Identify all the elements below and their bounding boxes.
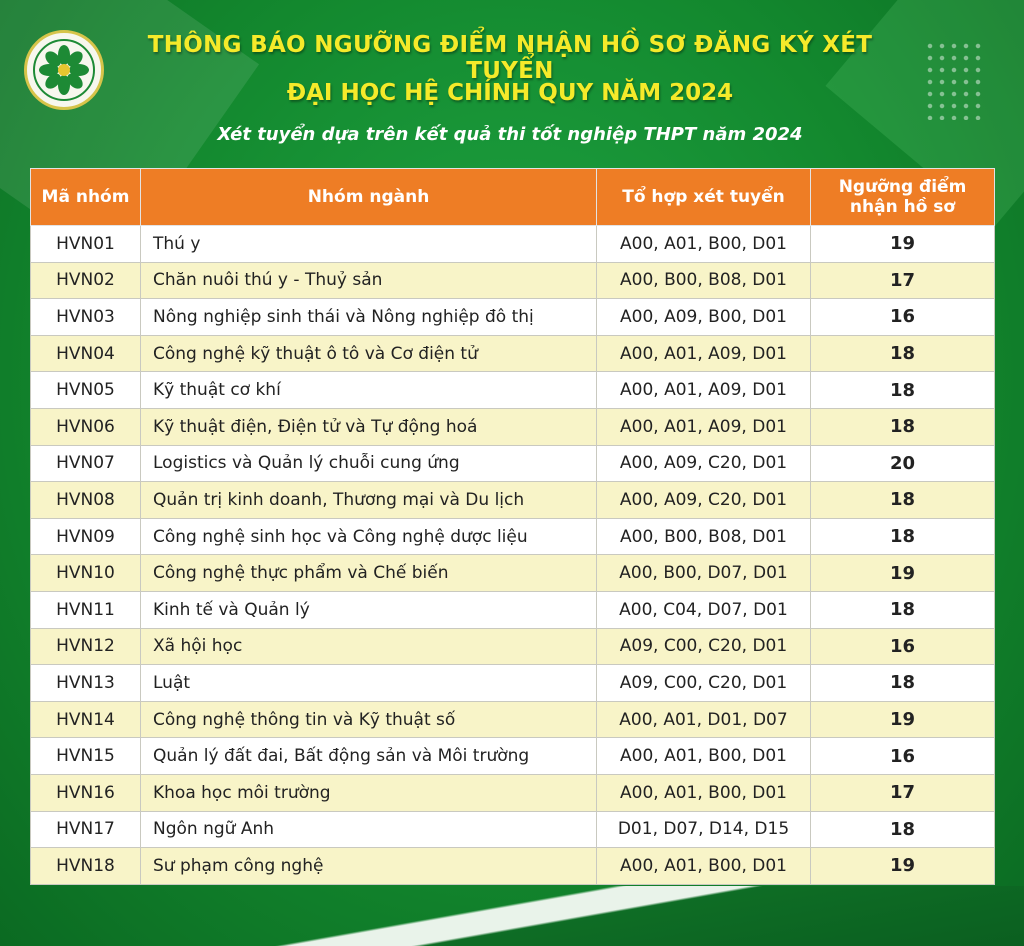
cell-subject-combination: A00, C04, D07, D01 xyxy=(597,591,811,628)
cell-code: HVN03 xyxy=(31,299,141,336)
table-row xyxy=(31,408,995,445)
table-row xyxy=(31,445,995,482)
cell-threshold-score: 19 xyxy=(811,848,995,885)
cell-subject-combination: A00, A01, B00, D01 xyxy=(597,738,811,775)
cell-subject-combination: A00, A09, B00, D01 xyxy=(597,299,811,336)
title-line-2: ĐẠI HỌC HỆ CHÍNH QUY NĂM 2024 xyxy=(286,80,734,106)
cell-code: HVN18 xyxy=(31,848,141,885)
cell-major-group: Công nghệ thông tin và Kỹ thuật số xyxy=(141,701,597,738)
table-header-row xyxy=(31,169,995,226)
column-header-threshold-score: Ngưỡng điểm nhận hồ sơ xyxy=(811,169,995,226)
cell-code: HVN12 xyxy=(31,628,141,665)
table-row xyxy=(31,774,995,811)
cell-threshold-score: 18 xyxy=(811,591,995,628)
cell-subject-combination: A09, C00, C20, D01 xyxy=(597,628,811,665)
cell-subject-combination: A09, C00, C20, D01 xyxy=(597,665,811,702)
cell-major-group: Nông nghiệp sinh thái và Nông nghiệp đô thị xyxy=(141,299,597,336)
table-row xyxy=(31,811,995,848)
university-logo xyxy=(24,30,104,110)
decor-bottom-swoosh xyxy=(0,886,1024,946)
cell-code: HVN05 xyxy=(31,372,141,409)
table-row xyxy=(31,665,995,702)
cell-major-group: Kinh tế và Quản lý xyxy=(141,591,597,628)
cell-threshold-score: 18 xyxy=(811,811,995,848)
cell-code: HVN15 xyxy=(31,738,141,775)
table-row xyxy=(31,628,995,665)
table-row xyxy=(31,226,995,263)
subtitle: Xét tuyển dựa trên kết quả thi tốt nghiệp THPT năm 2024 xyxy=(217,124,803,145)
cell-major-group: Công nghệ thực phẩm và Chế biến xyxy=(141,555,597,592)
table-row xyxy=(31,701,995,738)
cell-threshold-score: 18 xyxy=(811,335,995,372)
cell-subject-combination: A00, A01, A09, D01 xyxy=(597,372,811,409)
cell-subject-combination: D01, D07, D14, D15 xyxy=(597,811,811,848)
cell-code: HVN01 xyxy=(31,226,141,263)
table-row xyxy=(31,335,995,372)
cell-threshold-score: 19 xyxy=(811,701,995,738)
table-row xyxy=(31,738,995,775)
cell-code: HVN07 xyxy=(31,445,141,482)
cell-threshold-score: 18 xyxy=(811,408,995,445)
cell-major-group: Kỹ thuật cơ khí xyxy=(141,372,597,409)
cell-subject-combination: A00, A09, C20, D01 xyxy=(597,445,811,482)
cell-code: HVN16 xyxy=(31,774,141,811)
cell-threshold-score: 18 xyxy=(811,482,995,519)
column-header-major-group: Nhóm ngành xyxy=(141,169,597,226)
cell-threshold-score: 17 xyxy=(811,774,995,811)
cell-code: HVN11 xyxy=(31,591,141,628)
cell-subject-combination: A00, A01, B00, D01 xyxy=(597,774,811,811)
cell-threshold-score: 19 xyxy=(811,555,995,592)
column-header-subject-combination: Tổ hợp xét tuyển xyxy=(597,169,811,226)
cell-threshold-score: 19 xyxy=(811,226,995,263)
cell-threshold-score: 18 xyxy=(811,372,995,409)
decor-dots xyxy=(924,40,984,120)
flower-emblem-icon xyxy=(29,35,99,105)
cell-code: HVN10 xyxy=(31,555,141,592)
cell-code: HVN09 xyxy=(31,518,141,555)
cell-subject-combination: A00, A01, A09, D01 xyxy=(597,408,811,445)
table-row xyxy=(31,555,995,592)
table-row xyxy=(31,299,995,336)
table-row xyxy=(31,591,995,628)
cell-major-group: Công nghệ sinh học và Công nghệ dược liệu xyxy=(141,518,597,555)
cell-major-group: Công nghệ kỹ thuật ô tô và Cơ điện tử xyxy=(141,335,597,372)
cell-threshold-score: 18 xyxy=(811,518,995,555)
table-body xyxy=(31,226,995,885)
table-row xyxy=(31,518,995,555)
cell-subject-combination: A00, A01, B00, D01 xyxy=(597,848,811,885)
cell-threshold-score: 20 xyxy=(811,445,995,482)
cell-code: HVN04 xyxy=(31,335,141,372)
table-row xyxy=(31,262,995,299)
table-row xyxy=(31,372,995,409)
cell-code: HVN13 xyxy=(31,665,141,702)
title-line-1: THÔNG BÁO NGƯỠNG ĐIỂM NHẬN HỒ SƠ ĐĂNG KÝ XÉT TUYỂN xyxy=(147,32,873,84)
cell-major-group: Luật xyxy=(141,665,597,702)
cell-major-group: Quản lý đất đai, Bất động sản và Môi trường xyxy=(141,738,597,775)
cell-major-group: Kỹ thuật điện, Điện tử và Tự động hoá xyxy=(141,408,597,445)
cell-major-group: Logistics và Quản lý chuỗi cung ứng xyxy=(141,445,597,482)
cell-threshold-score: 17 xyxy=(811,262,995,299)
cell-major-group: Quản trị kinh doanh, Thương mại và Du lịch xyxy=(141,482,597,519)
cell-major-group: Chăn nuôi thú y - Thuỷ sản xyxy=(141,262,597,299)
cell-subject-combination: A00, A01, D01, D07 xyxy=(597,701,811,738)
cell-major-group: Xã hội học xyxy=(141,628,597,665)
cell-code: HVN08 xyxy=(31,482,141,519)
cell-subject-combination: A00, A09, C20, D01 xyxy=(597,482,811,519)
cell-threshold-score: 16 xyxy=(811,738,995,775)
column-header-code: Mã nhóm xyxy=(31,169,141,226)
cell-subject-combination: A00, B00, B08, D01 xyxy=(597,518,811,555)
cell-code: HVN14 xyxy=(31,701,141,738)
cell-subject-combination: A00, B00, B08, D01 xyxy=(597,262,811,299)
cell-code: HVN17 xyxy=(31,811,141,848)
admission-threshold-table xyxy=(30,168,995,885)
cell-threshold-score: 16 xyxy=(811,628,995,665)
cell-major-group: Khoa học môi trường xyxy=(141,774,597,811)
cell-major-group: Sư phạm công nghệ xyxy=(141,848,597,885)
cell-major-group: Thú y xyxy=(141,226,597,263)
cell-subject-combination: A00, A01, A09, D01 xyxy=(597,335,811,372)
table-row xyxy=(31,482,995,519)
cell-code: HVN06 xyxy=(31,408,141,445)
table-row xyxy=(31,848,995,885)
cell-code: HVN02 xyxy=(31,262,141,299)
cell-subject-combination: A00, B00, D07, D01 xyxy=(597,555,811,592)
cell-threshold-score: 18 xyxy=(811,665,995,702)
cell-threshold-score: 16 xyxy=(811,299,995,336)
cell-subject-combination: A00, A01, B00, D01 xyxy=(597,226,811,263)
cell-major-group: Ngôn ngữ Anh xyxy=(141,811,597,848)
